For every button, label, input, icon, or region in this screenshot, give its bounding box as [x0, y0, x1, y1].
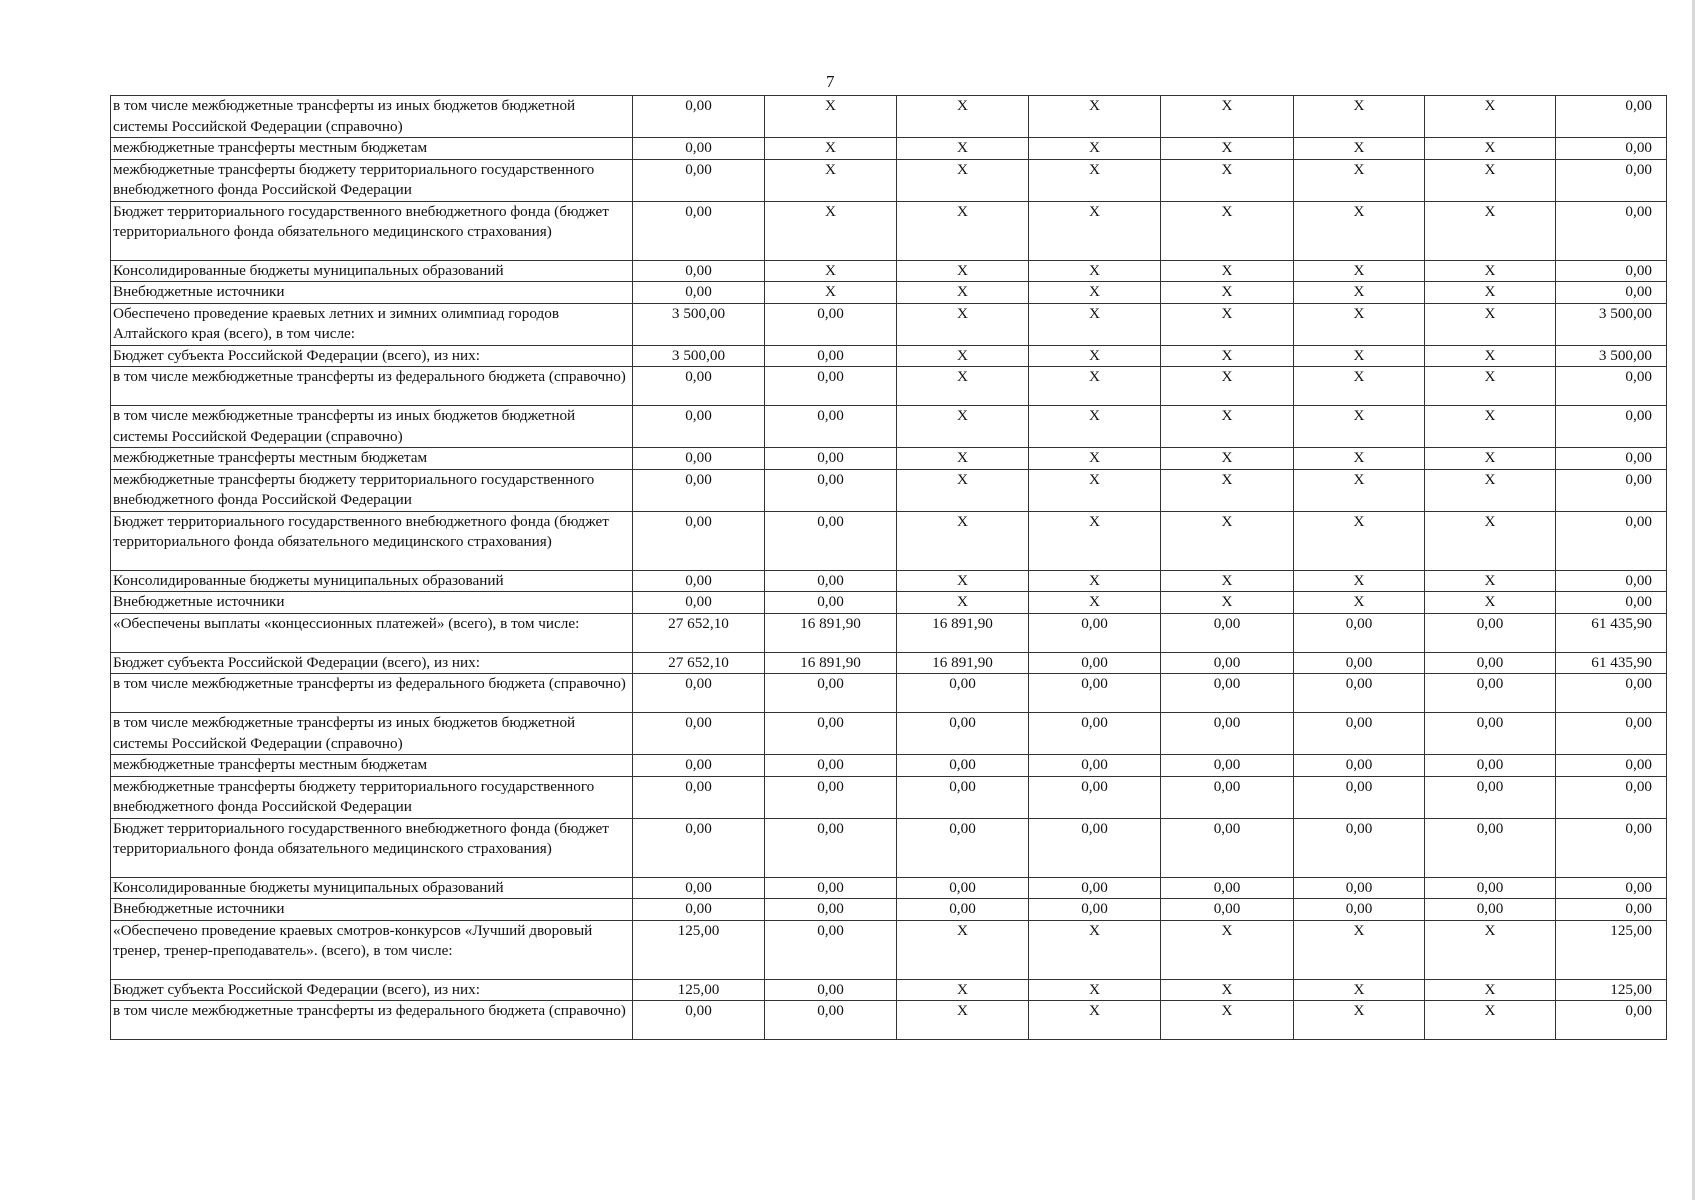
row-value-cell: 0,00: [1029, 899, 1161, 921]
row-value-cell: X: [1294, 201, 1425, 260]
row-value-cell: 0,00: [765, 303, 897, 345]
row-value-cell: X: [1161, 201, 1294, 260]
row-label: в том числе межбюджетные трансферты из федерального бюджета (справочно): [111, 674, 633, 713]
row-value-cell: 0,00: [897, 674, 1029, 713]
row-value-cell: 0,00: [1029, 713, 1161, 755]
row-value-cell: 0,00: [633, 138, 765, 160]
row-value-cell: X: [897, 282, 1029, 304]
row-value-cell: 0,00: [897, 755, 1029, 777]
row-label: Бюджет субъекта Российской Федерации (всего), из них:: [111, 979, 633, 1001]
row-value-cell: X: [897, 367, 1029, 406]
row-value-cell: X: [1029, 303, 1161, 345]
table-row: [111, 1001, 1667, 1040]
row-value-cell: 0,00: [765, 899, 897, 921]
row-value-cell: X: [1294, 159, 1425, 201]
row-total-cell: 61 435,90: [1556, 652, 1667, 674]
row-value-cell: X: [765, 260, 897, 282]
row-label: Бюджет территориального государственного внебюджетного фонда (бюджет территориального фонда обязательного медицинского страхования): [111, 201, 633, 260]
row-value-cell: 0,00: [633, 282, 765, 304]
row-value-cell: 0,00: [765, 713, 897, 755]
row-value-cell: 0,00: [1425, 755, 1556, 777]
row-label: межбюджетные трансферты бюджету территориального государственного внебюджетного фонда Российской Федерации: [111, 159, 633, 201]
table-row: [111, 713, 1667, 755]
row-value-cell: 0,00: [1294, 877, 1425, 899]
row-value-cell: X: [897, 592, 1029, 614]
row-value-cell: X: [1294, 282, 1425, 304]
row-value-cell: 0,00: [897, 877, 1029, 899]
row-value-cell: X: [897, 159, 1029, 201]
row-value-cell: X: [1029, 345, 1161, 367]
row-value-cell: X: [1425, 282, 1556, 304]
row-label: Внебюджетные источники: [111, 282, 633, 304]
row-value-cell: X: [1425, 406, 1556, 448]
row-label: Консолидированные бюджеты муниципальных образований: [111, 570, 633, 592]
row-value-cell: X: [1425, 1001, 1556, 1040]
row-value-cell: X: [897, 96, 1029, 138]
row-value-cell: 0,00: [1425, 713, 1556, 755]
row-value-cell: X: [1294, 96, 1425, 138]
row-value-cell: 0,00: [1161, 818, 1294, 877]
table-row: [111, 979, 1667, 1001]
row-value-cell: 16 891,90: [765, 652, 897, 674]
row-value-cell: X: [1425, 570, 1556, 592]
row-total-cell: 0,00: [1556, 776, 1667, 818]
row-label: в том числе межбюджетные трансферты из федерального бюджета (справочно): [111, 1001, 633, 1040]
row-value-cell: X: [1161, 511, 1294, 570]
row-label: в том числе межбюджетные трансферты из иных бюджетов бюджетной системы Российской Федерации (справочно): [111, 96, 633, 138]
table-row: [111, 511, 1667, 570]
row-label: межбюджетные трансферты местным бюджетам: [111, 138, 633, 160]
row-value-cell: 0,00: [633, 899, 765, 921]
row-value-cell: 0,00: [1425, 818, 1556, 877]
row-value-cell: 0,00: [1425, 652, 1556, 674]
row-value-cell: X: [1161, 592, 1294, 614]
row-value-cell: X: [1161, 367, 1294, 406]
table-row: [111, 920, 1667, 979]
row-value-cell: X: [1029, 406, 1161, 448]
row-value-cell: 16 891,90: [897, 652, 1029, 674]
row-value-cell: 0,00: [1161, 713, 1294, 755]
row-value-cell: 0,00: [1161, 899, 1294, 921]
row-total-cell: 0,00: [1556, 469, 1667, 511]
row-total-cell: 0,00: [1556, 1001, 1667, 1040]
row-value-cell: X: [765, 159, 897, 201]
row-value-cell: 0,00: [1161, 776, 1294, 818]
row-value-cell: X: [1425, 159, 1556, 201]
row-value-cell: X: [1161, 303, 1294, 345]
row-value-cell: X: [1425, 592, 1556, 614]
row-value-cell: 0,00: [765, 367, 897, 406]
row-value-cell: 0,00: [1294, 652, 1425, 674]
table-row: [111, 877, 1667, 899]
row-value-cell: 0,00: [897, 818, 1029, 877]
row-value-cell: X: [1029, 138, 1161, 160]
row-value-cell: 0,00: [765, 674, 897, 713]
row-value-cell: X: [1425, 511, 1556, 570]
row-value-cell: 0,00: [897, 899, 1029, 921]
row-value-cell: 0,00: [633, 469, 765, 511]
row-value-cell: X: [765, 96, 897, 138]
row-label: Внебюджетные источники: [111, 592, 633, 614]
table-row: [111, 367, 1667, 406]
row-total-cell: 61 435,90: [1556, 613, 1667, 652]
row-value-cell: X: [1161, 1001, 1294, 1040]
row-total-cell: 0,00: [1556, 159, 1667, 201]
row-value-cell: 0,00: [765, 406, 897, 448]
row-label: межбюджетные трансферты местным бюджетам: [111, 448, 633, 470]
table-row: [111, 448, 1667, 470]
table-row: [111, 260, 1667, 282]
row-value-cell: X: [1161, 282, 1294, 304]
row-value-cell: 0,00: [1294, 776, 1425, 818]
budget-table: [110, 95, 1667, 1040]
row-value-cell: 0,00: [633, 1001, 765, 1040]
row-value-cell: 0,00: [765, 755, 897, 777]
row-value-cell: X: [1029, 570, 1161, 592]
row-value-cell: X: [1294, 469, 1425, 511]
row-value-cell: X: [1425, 367, 1556, 406]
row-value-cell: 0,00: [1161, 613, 1294, 652]
row-value-cell: 0,00: [633, 260, 765, 282]
table-row: [111, 652, 1667, 674]
row-label: Бюджет субъекта Российской Федерации (всего), из них:: [111, 345, 633, 367]
row-label: «Обеспечены выплаты «концессионных платежей» (всего), в том числе:: [111, 613, 633, 652]
row-value-cell: 0,00: [765, 818, 897, 877]
row-value-cell: 0,00: [633, 713, 765, 755]
table-row: [111, 282, 1667, 304]
row-value-cell: X: [897, 979, 1029, 1001]
table-row: [111, 406, 1667, 448]
row-value-cell: X: [1294, 303, 1425, 345]
row-value-cell: 0,00: [1029, 674, 1161, 713]
row-value-cell: X: [1029, 159, 1161, 201]
row-value-cell: X: [1294, 592, 1425, 614]
row-value-cell: X: [1161, 920, 1294, 979]
row-value-cell: X: [765, 138, 897, 160]
row-total-cell: 0,00: [1556, 448, 1667, 470]
row-value-cell: 0,00: [765, 592, 897, 614]
row-value-cell: 0,00: [633, 570, 765, 592]
row-label: в том числе межбюджетные трансферты из федерального бюджета (справочно): [111, 367, 633, 406]
row-value-cell: X: [1161, 138, 1294, 160]
row-value-cell: 3 500,00: [633, 303, 765, 345]
row-total-cell: 3 500,00: [1556, 345, 1667, 367]
row-value-cell: X: [1029, 260, 1161, 282]
row-total-cell: 0,00: [1556, 367, 1667, 406]
row-total-cell: 0,00: [1556, 282, 1667, 304]
row-value-cell: 0,00: [1425, 877, 1556, 899]
row-value-cell: X: [1029, 920, 1161, 979]
row-value-cell: X: [1161, 448, 1294, 470]
row-value-cell: X: [1294, 138, 1425, 160]
row-value-cell: X: [1425, 345, 1556, 367]
row-value-cell: 0,00: [633, 674, 765, 713]
row-value-cell: 0,00: [633, 755, 765, 777]
row-value-cell: X: [897, 260, 1029, 282]
row-value-cell: 0,00: [765, 570, 897, 592]
table-row: [111, 776, 1667, 818]
row-value-cell: X: [1294, 570, 1425, 592]
table-row: [111, 303, 1667, 345]
row-value-cell: 0,00: [633, 511, 765, 570]
row-value-cell: X: [897, 448, 1029, 470]
table-row: [111, 674, 1667, 713]
row-label: Обеспечено проведение краевых летних и зимних олимпиад городов Алтайского края (всего), в том числе:: [111, 303, 633, 345]
row-value-cell: X: [1029, 592, 1161, 614]
row-value-cell: X: [765, 201, 897, 260]
table-row: [111, 201, 1667, 260]
row-value-cell: X: [1029, 96, 1161, 138]
row-value-cell: 0,00: [1425, 674, 1556, 713]
row-value-cell: X: [1425, 979, 1556, 1001]
table-row: [111, 138, 1667, 160]
row-total-cell: 0,00: [1556, 570, 1667, 592]
row-value-cell: X: [765, 282, 897, 304]
row-value-cell: 0,00: [1161, 674, 1294, 713]
row-label: Бюджет территориального государственного внебюджетного фонда (бюджет территориального фонда обязательного медицинского страхования): [111, 818, 633, 877]
row-value-cell: 125,00: [633, 920, 765, 979]
row-total-cell: 0,00: [1556, 96, 1667, 138]
table-row: [111, 755, 1667, 777]
row-value-cell: 0,00: [1029, 776, 1161, 818]
row-total-cell: 0,00: [1556, 592, 1667, 614]
row-label: Консолидированные бюджеты муниципальных образований: [111, 877, 633, 899]
row-value-cell: 0,00: [897, 713, 1029, 755]
row-value-cell: X: [1425, 920, 1556, 979]
row-value-cell: X: [1425, 96, 1556, 138]
row-value-cell: X: [1029, 469, 1161, 511]
row-value-cell: X: [897, 920, 1029, 979]
table-row: [111, 613, 1667, 652]
table-row: [111, 159, 1667, 201]
row-value-cell: 0,00: [1425, 613, 1556, 652]
row-label: межбюджетные трансферты местным бюджетам: [111, 755, 633, 777]
row-total-cell: 0,00: [1556, 899, 1667, 921]
row-value-cell: X: [1029, 1001, 1161, 1040]
row-value-cell: 0,00: [765, 920, 897, 979]
row-value-cell: 0,00: [1294, 818, 1425, 877]
row-value-cell: 0,00: [897, 776, 1029, 818]
row-value-cell: X: [897, 345, 1029, 367]
row-value-cell: X: [1294, 511, 1425, 570]
row-value-cell: 0,00: [633, 201, 765, 260]
row-label: Бюджет субъекта Российской Федерации (всего), из них:: [111, 652, 633, 674]
row-value-cell: X: [897, 303, 1029, 345]
row-total-cell: 0,00: [1556, 406, 1667, 448]
row-value-cell: 0,00: [1294, 713, 1425, 755]
table-row: [111, 818, 1667, 877]
row-value-cell: 0,00: [1029, 613, 1161, 652]
budget-table-body: [111, 96, 1667, 1040]
row-total-cell: 0,00: [1556, 201, 1667, 260]
row-value-cell: 27 652,10: [633, 652, 765, 674]
row-value-cell: X: [1294, 448, 1425, 470]
row-value-cell: X: [1425, 448, 1556, 470]
row-value-cell: 0,00: [633, 776, 765, 818]
row-total-cell: 0,00: [1556, 877, 1667, 899]
row-value-cell: X: [1294, 979, 1425, 1001]
row-value-cell: X: [897, 201, 1029, 260]
page-number: 7: [826, 72, 835, 91]
row-total-cell: 0,00: [1556, 511, 1667, 570]
row-value-cell: X: [1029, 979, 1161, 1001]
row-label: межбюджетные трансферты бюджету территориального государственного внебюджетного фонда Российской Федерации: [111, 469, 633, 511]
table-row: [111, 96, 1667, 138]
row-value-cell: X: [1294, 406, 1425, 448]
row-value-cell: 0,00: [1294, 755, 1425, 777]
row-value-cell: X: [897, 511, 1029, 570]
table-row: [111, 469, 1667, 511]
row-value-cell: X: [1425, 260, 1556, 282]
row-value-cell: 0,00: [765, 345, 897, 367]
row-value-cell: X: [1161, 469, 1294, 511]
row-value-cell: X: [1161, 979, 1294, 1001]
row-value-cell: 0,00: [765, 776, 897, 818]
row-label: в том числе межбюджетные трансферты из иных бюджетов бюджетной системы Российской Федерации (справочно): [111, 406, 633, 448]
row-value-cell: 0,00: [765, 448, 897, 470]
row-value-cell: X: [1425, 303, 1556, 345]
row-total-cell: 125,00: [1556, 920, 1667, 979]
row-label: Бюджет территориального государственного внебюджетного фонда (бюджет территориального фонда обязательного медицинского страхования): [111, 511, 633, 570]
row-value-cell: X: [1294, 367, 1425, 406]
row-value-cell: 0,00: [633, 592, 765, 614]
row-value-cell: 0,00: [1294, 613, 1425, 652]
row-label: межбюджетные трансферты бюджету территориального государственного внебюджетного фонда Российской Федерации: [111, 776, 633, 818]
row-value-cell: 0,00: [633, 818, 765, 877]
row-value-cell: 125,00: [633, 979, 765, 1001]
row-value-cell: 0,00: [1425, 776, 1556, 818]
row-value-cell: 0,00: [1029, 877, 1161, 899]
row-value-cell: X: [1294, 260, 1425, 282]
row-value-cell: X: [1161, 406, 1294, 448]
row-value-cell: 0,00: [765, 1001, 897, 1040]
table-row: [111, 592, 1667, 614]
row-value-cell: 27 652,10: [633, 613, 765, 652]
row-total-cell: 3 500,00: [1556, 303, 1667, 345]
row-value-cell: X: [1425, 201, 1556, 260]
row-value-cell: 0,00: [765, 877, 897, 899]
row-value-cell: 0,00: [633, 877, 765, 899]
row-value-cell: X: [1029, 282, 1161, 304]
row-value-cell: 0,00: [633, 96, 765, 138]
row-label: «Обеспечено проведение краевых смотров-конкурсов «Лучший дворовый тренер, тренер-преподаватель». (всего), в том числе:: [111, 920, 633, 979]
row-value-cell: X: [897, 1001, 1029, 1040]
row-value-cell: 0,00: [1029, 818, 1161, 877]
row-value-cell: X: [897, 406, 1029, 448]
row-value-cell: X: [897, 570, 1029, 592]
row-value-cell: 0,00: [633, 367, 765, 406]
table-row: [111, 345, 1667, 367]
row-value-cell: 0,00: [1161, 755, 1294, 777]
row-value-cell: 0,00: [633, 159, 765, 201]
row-total-cell: 0,00: [1556, 755, 1667, 777]
row-total-cell: 125,00: [1556, 979, 1667, 1001]
row-value-cell: X: [1294, 1001, 1425, 1040]
row-value-cell: 0,00: [1294, 899, 1425, 921]
row-value-cell: 16 891,90: [897, 613, 1029, 652]
row-value-cell: 0,00: [1161, 877, 1294, 899]
row-value-cell: 0,00: [1294, 674, 1425, 713]
row-value-cell: 16 891,90: [765, 613, 897, 652]
row-label: Внебюджетные источники: [111, 899, 633, 921]
row-value-cell: X: [1029, 448, 1161, 470]
row-value-cell: 3 500,00: [633, 345, 765, 367]
row-value-cell: X: [1294, 345, 1425, 367]
row-value-cell: X: [1161, 570, 1294, 592]
row-value-cell: X: [897, 469, 1029, 511]
row-value-cell: 0,00: [1029, 755, 1161, 777]
row-value-cell: 0,00: [633, 406, 765, 448]
row-value-cell: 0,00: [765, 979, 897, 1001]
row-value-cell: X: [1029, 367, 1161, 406]
row-value-cell: 0,00: [1425, 899, 1556, 921]
row-value-cell: X: [1161, 159, 1294, 201]
row-value-cell: X: [1161, 345, 1294, 367]
table-row: [111, 899, 1667, 921]
row-label: в том числе межбюджетные трансферты из иных бюджетов бюджетной системы Российской Федерации (справочно): [111, 713, 633, 755]
row-label: Консолидированные бюджеты муниципальных образований: [111, 260, 633, 282]
row-value-cell: 0,00: [765, 469, 897, 511]
row-total-cell: 0,00: [1556, 674, 1667, 713]
row-value-cell: X: [1161, 260, 1294, 282]
row-value-cell: X: [1161, 96, 1294, 138]
row-value-cell: X: [1294, 920, 1425, 979]
row-value-cell: X: [897, 138, 1029, 160]
row-value-cell: X: [1425, 138, 1556, 160]
row-value-cell: X: [1029, 511, 1161, 570]
row-total-cell: 0,00: [1556, 138, 1667, 160]
row-value-cell: 0,00: [633, 448, 765, 470]
table-row: [111, 570, 1667, 592]
row-value-cell: X: [1029, 201, 1161, 260]
row-total-cell: 0,00: [1556, 260, 1667, 282]
row-total-cell: 0,00: [1556, 713, 1667, 755]
row-value-cell: X: [1425, 469, 1556, 511]
row-value-cell: 0,00: [1161, 652, 1294, 674]
row-value-cell: 0,00: [1029, 652, 1161, 674]
row-value-cell: 0,00: [765, 511, 897, 570]
row-total-cell: 0,00: [1556, 818, 1667, 877]
